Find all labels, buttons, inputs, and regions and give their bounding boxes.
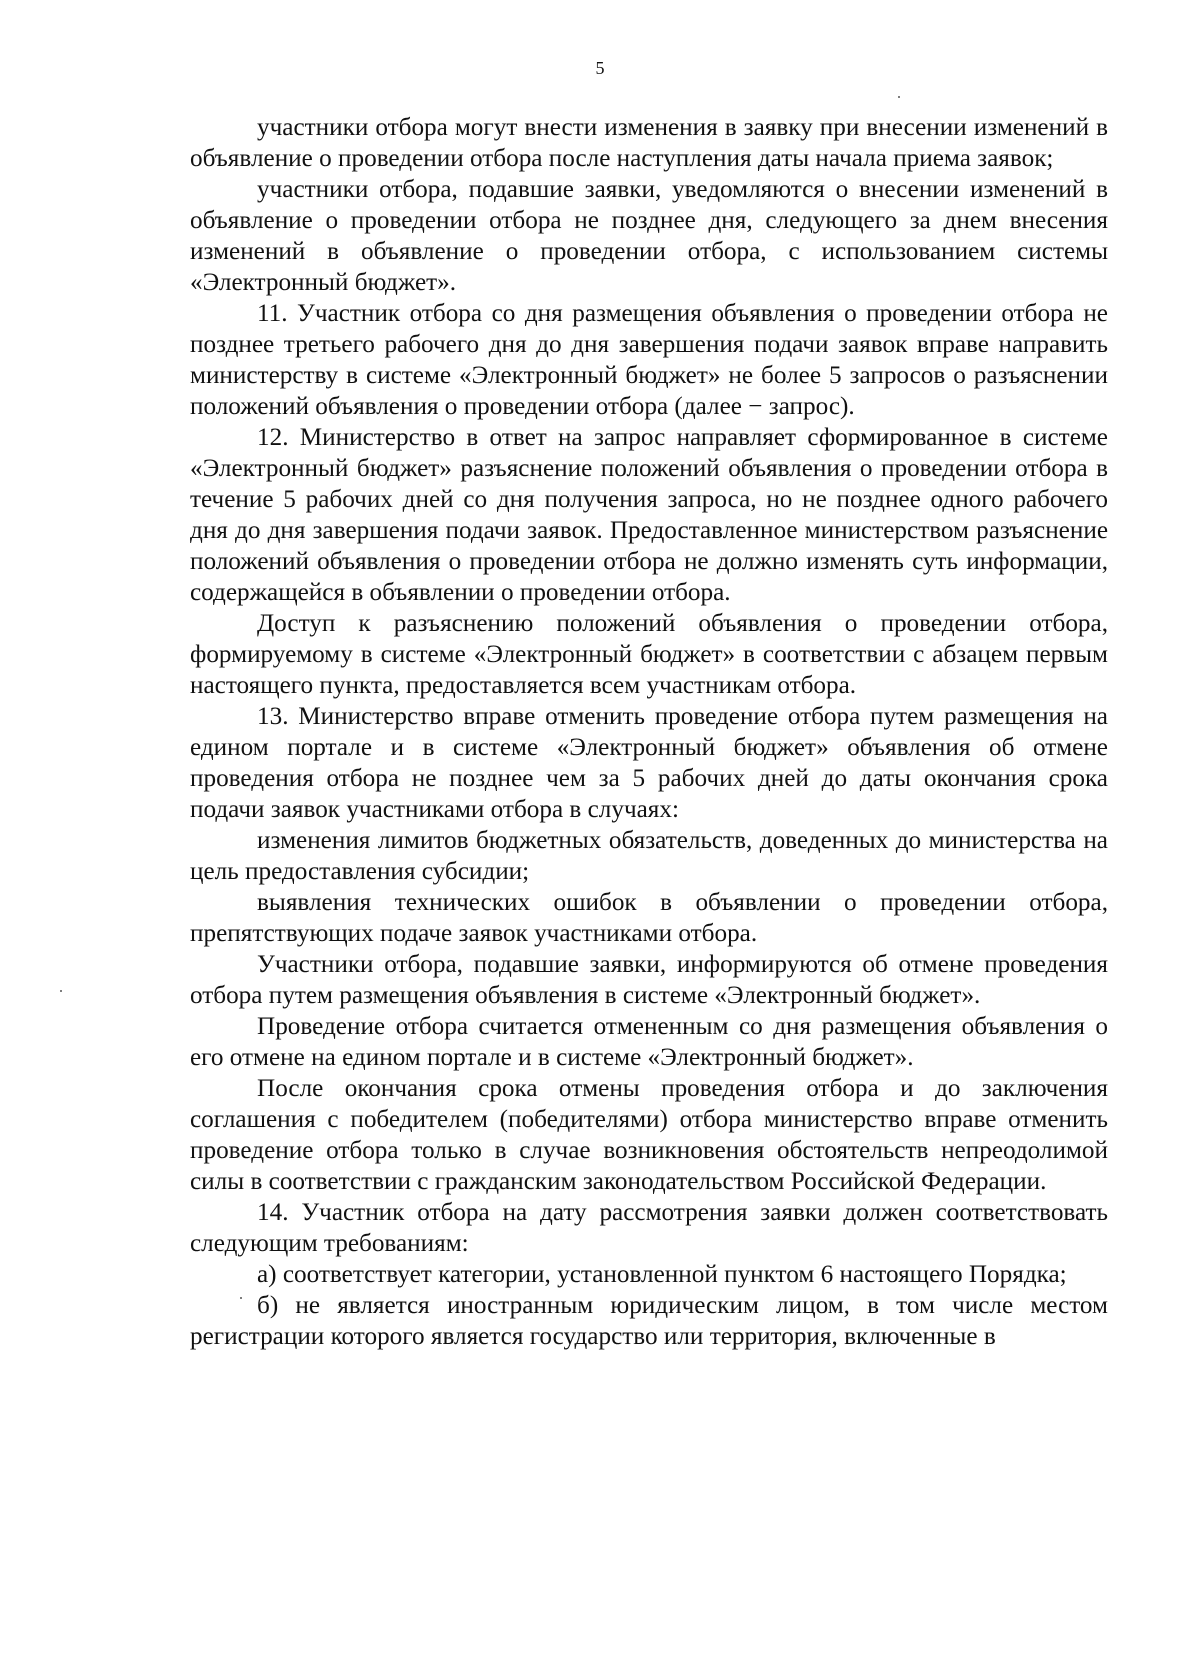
- paragraph: После окончания срока отмены проведения отбора и до заключения соглашения с победителем (победителями) отбора министерство вправе отменить проведение отбора только в случае возникновения обстоятельств непреодолимой силы в соответствии с гражданским законодательством Российской Федерации.: [190, 1075, 1108, 1195]
- paragraph: Проведение отбора считается отмененным со дня размещения объявления о его отмене на едином портале и в системе «Электронный бюджет».: [190, 1013, 1108, 1071]
- paragraph-item-a: а) соответствует категории, установленной пунктом 6 настоящего Порядка;: [257, 1261, 1067, 1288]
- document-body: [190, 112, 1108, 1352]
- paragraph-clause-14: 14. Участник отбора на дату рассмотрения заявки должен соответствовать следующим требованиям:: [190, 1199, 1108, 1257]
- paragraph: Участники отбора, подавшие заявки, информируются об отмене проведения отбора путем размещения объявления в системе «Электронный бюджет».: [190, 951, 1108, 1009]
- page-number: 5: [595, 58, 605, 78]
- paragraph: выявления технических ошибок в объявлении о проведении отбора, препятствующих подаче заявок участниками отбора.: [190, 889, 1108, 947]
- paragraph-clause-11: 11. Участник отбора со дня размещения объявления о проведении отбора не позднее третьего рабочего дня до дня завершения подачи заявок вправе направить министерству в системе «Электронный бюджет» не более 5 запросов о разъяснении положений объявления о проведении отбора (далее − запрос).: [190, 300, 1108, 420]
- paragraph: участники отбора могут внести изменения в заявку при внесении изменений в объявление о проведении отбора после наступления даты начала приема заявок;: [190, 114, 1108, 172]
- scan-speck: [240, 1297, 242, 1299]
- paragraph-clause-13: 13. Министерство вправе отменить проведение отбора путем размещения на едином портале и в системе «Электронный бюджет» объявления об отмене проведения отбора не позднее чем за 5 рабочих дней до даты окончания срока подачи заявок участниками отбора в случаях:: [190, 703, 1108, 823]
- scan-speck: [60, 990, 62, 992]
- scan-speck: [898, 96, 900, 98]
- paragraph: участники отбора, подавшие заявки, уведомляются о внесении изменений в объявление о проведении отбора не позднее дня, следующего за днем внесения изменений в объявление о проведении отбора, с использованием системы «Электронный бюджет».: [190, 176, 1108, 296]
- paragraph-item-b: б) не является иностранным юридическим лицом, в том числе местом регистрации которого является государство или территория, включенные в: [190, 1292, 1108, 1350]
- paragraph: Доступ к разъяснению положений объявления о проведении отбора, формируемому в системе «Электронный бюджет» в соответствии с абзацем первым настоящего пункта, предоставляется всем участникам отбора.: [190, 610, 1108, 699]
- paragraph: изменения лимитов бюджетных обязательств, доведенных до министерства на цель предоставления субсидии;: [190, 827, 1108, 885]
- paragraph-clause-12: 12. Министерство в ответ на запрос направляет сформированное в системе «Электронный бюджет» разъяснение положений объявления о проведении отбора в течение 5 рабочих дней со дня получения запроса, но не позднее одного рабочего дня до дня завершения подачи заявок. Предоставленное министерством разъяснение положений объявления о проведении отбора не должно изменять суть информации, содержащейся в объявлении о проведении отбора.: [190, 424, 1108, 606]
